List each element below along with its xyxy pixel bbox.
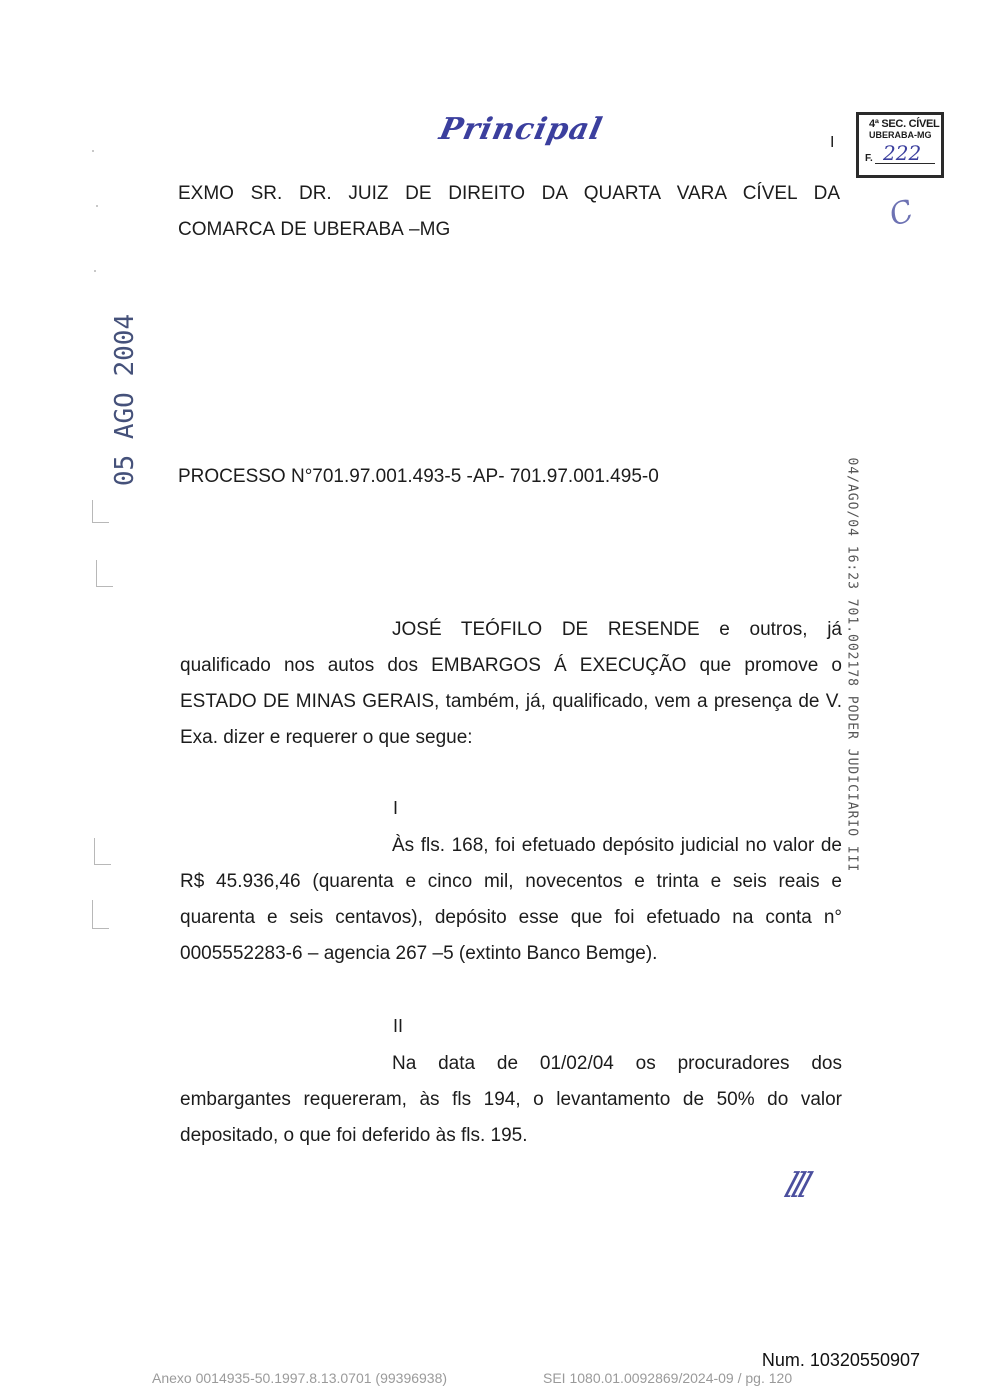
document-number: Num. 10320550907 xyxy=(761,1350,920,1370)
margin-mark xyxy=(92,900,109,929)
process-number: PROCESSO N°701.97.001.493-5 -AP- 701.97.001.495-0 xyxy=(178,466,659,487)
stamp-folio-number: 222 xyxy=(883,141,922,165)
margin-mark xyxy=(92,500,109,523)
dust-speck xyxy=(94,270,96,272)
stamp-line-1: 4ª SEC. CÍVEL xyxy=(869,118,940,130)
stamp-line-2: UBERABA-MG xyxy=(869,130,932,140)
principal-stamp: Principal xyxy=(436,112,606,147)
margin-mark xyxy=(94,838,111,865)
sei-reference: SEI 1080.01.0092869/2024-09 / pg. 120 xyxy=(543,1370,793,1386)
margin-mark xyxy=(96,560,113,587)
intro-paragraph: JOSÉ TEÓFILO DE RESENDE e outros, já qualificado nos autos dos EMBARGOS Á EXECUÇÃO que promove o ESTADO DE MINAS GERAIS, também, já, qualificado, vem a presença de V. Exa. dizer e requerer o que segue: xyxy=(180,619,842,748)
addressee-line-2: COMARCA DE UBERABA –MG xyxy=(178,219,451,240)
check-mark: C xyxy=(885,193,918,234)
section-paragraph: Às fls. 168, foi efetuado depósito judicial no valor de R$ 45.936,46 (quarenta e cinco mil, novecentos e trinta e seis reais e quarenta e seis centavos), depósito esse que foi efetuado na conta n° 0005552283-6 – agencia 267 –5 (extinto Banco Bemge). xyxy=(180,835,842,964)
section-paragraph: Na data de 01/02/04 os procuradores dos embargantes requereram, às fls 194, o levantamento de 50% do valor depositado, o que foi deferido às fls. 195. xyxy=(180,1053,842,1146)
protocol-stamp: 04/AGO/04 16:23 701.002178 PODER JUDICIARIO III xyxy=(844,457,860,873)
dust-speck xyxy=(96,205,98,207)
secretaria-stamp xyxy=(856,112,944,178)
section-numeral: II xyxy=(393,1016,404,1036)
stamp-underline xyxy=(875,163,935,164)
addressee xyxy=(178,176,840,248)
section-numeral: I xyxy=(393,798,399,818)
stamp-folio-label: F. xyxy=(865,153,873,164)
dust-speck xyxy=(92,150,94,152)
annex-reference: Anexo 0014935-50.1997.8.13.0701 (99396938) xyxy=(152,1370,448,1386)
addressee-line-1: EXMO SR. DR. JUIZ DE DIREITO DA QUARTA VARA CÍVEL DA xyxy=(178,183,840,204)
handwritten-initials: lll xyxy=(779,1166,814,1206)
page-mark: I xyxy=(830,134,835,151)
received-date-stamp: 05 AGO 2004 xyxy=(110,313,140,487)
